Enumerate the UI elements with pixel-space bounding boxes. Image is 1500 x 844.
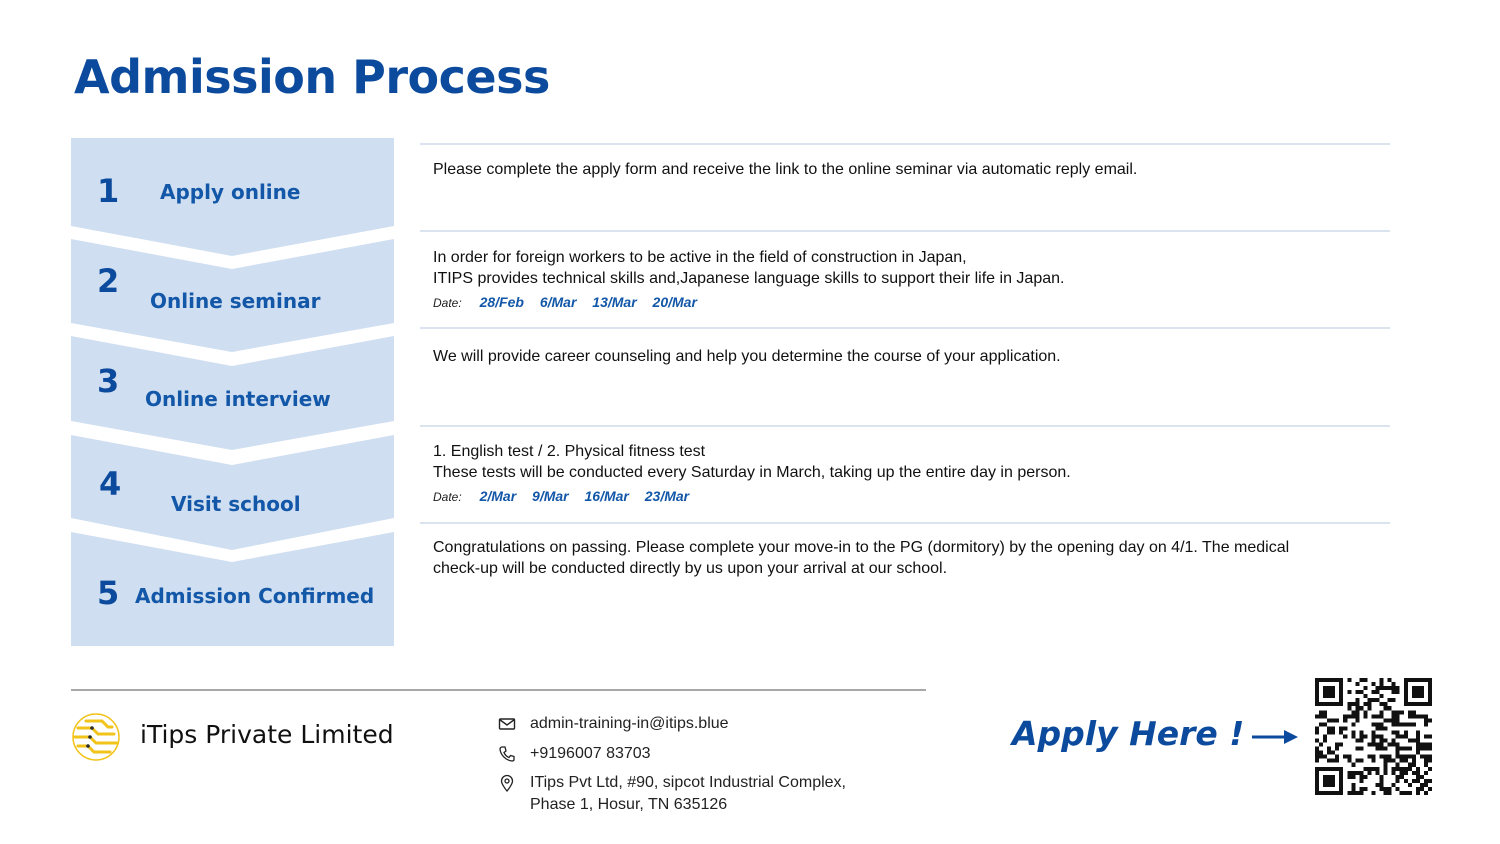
date-chip: 16/Mar — [584, 488, 629, 504]
address-line-1: ITips Pvt Ltd, #90, sipcot Industrial Complex, — [530, 774, 846, 791]
date-chip: 2/Mar — [479, 488, 517, 504]
step-5-label: Admission Confirmed — [135, 584, 375, 608]
row-divider — [420, 230, 1390, 232]
footer-divider — [71, 689, 926, 691]
step-2-label: Online seminar — [150, 289, 321, 313]
step-5-detail — [433, 537, 1383, 579]
step-2-detail — [433, 247, 1383, 289]
date-label: Date: — [433, 296, 462, 310]
detail-line: In order for foreign workers to be active in the field of construction in Japan, — [433, 249, 967, 266]
arrow-right-icon — [1250, 727, 1300, 747]
company-name: iTips Private Limited — [140, 720, 394, 749]
row-divider — [420, 327, 1390, 329]
visit-dates — [433, 488, 701, 504]
row-divider — [420, 522, 1390, 524]
address-line-2: Phase 1, Hosur, TN 635126 — [530, 796, 728, 813]
row-divider — [420, 143, 1390, 145]
seminar-dates — [433, 294, 709, 310]
detail-line: ITIPS provides technical skills and,Japanese language skills to support their life in Japan. — [433, 270, 1065, 287]
step-2-number: 2 — [97, 262, 120, 300]
date-chip: 23/Mar — [644, 488, 690, 504]
apply-here-label[interactable]: Apply Here ! — [1012, 714, 1245, 753]
date-chip: 9/Mar — [532, 488, 569, 504]
detail-line: 1. English test / 2. Physical fitness test — [433, 443, 706, 460]
step-4-detail — [433, 441, 1383, 483]
steps-column — [71, 138, 394, 646]
detail-line: Please complete the apply form and receive the link to the online seminar via automatic reply email. — [433, 161, 1138, 178]
date-label: Date: — [433, 490, 462, 504]
date-chip: 6/Mar — [539, 294, 577, 310]
row-divider — [420, 425, 1390, 427]
detail-line: Congratulations on passing. Please complete your move-in to the PG (dormitory) by the opening day on 4/1. The medical — [433, 539, 1290, 556]
date-chip: 13/Mar — [592, 294, 637, 310]
step-4-label: Visit school — [171, 492, 301, 516]
step-3-label: Online interview — [145, 387, 331, 411]
itips-logo-icon — [72, 713, 120, 761]
step-5-number: 5 — [97, 574, 120, 612]
qr-code[interactable] — [1315, 678, 1432, 795]
step-4-number: 4 — [99, 465, 122, 503]
phone-icon — [498, 745, 516, 763]
detail-line: We will provide career counseling and help you determine the course of your application. — [433, 348, 1061, 365]
phone-number[interactable]: +9196007 83703 — [530, 745, 651, 762]
step-1-number: 1 — [97, 172, 120, 210]
date-chip: 20/Mar — [652, 294, 697, 310]
detail-line: These tests will be conducted every Saturday in March, taking up the entire day in person. — [433, 464, 1071, 481]
step-1-detail — [433, 159, 1383, 180]
page-title: Admission Process — [74, 50, 550, 104]
step-1-label: Apply online — [160, 180, 301, 204]
detail-line: check-up will be conducted directly by us upon your arrival at our school. — [433, 560, 948, 577]
envelope-icon — [498, 715, 516, 733]
email-link[interactable]: admin-training-in@itips.blue — [530, 715, 729, 732]
date-chip: 28/Feb — [479, 294, 524, 310]
step-3-detail — [433, 346, 1383, 367]
step-3-number: 3 — [97, 362, 120, 400]
location-pin-icon — [498, 774, 516, 792]
